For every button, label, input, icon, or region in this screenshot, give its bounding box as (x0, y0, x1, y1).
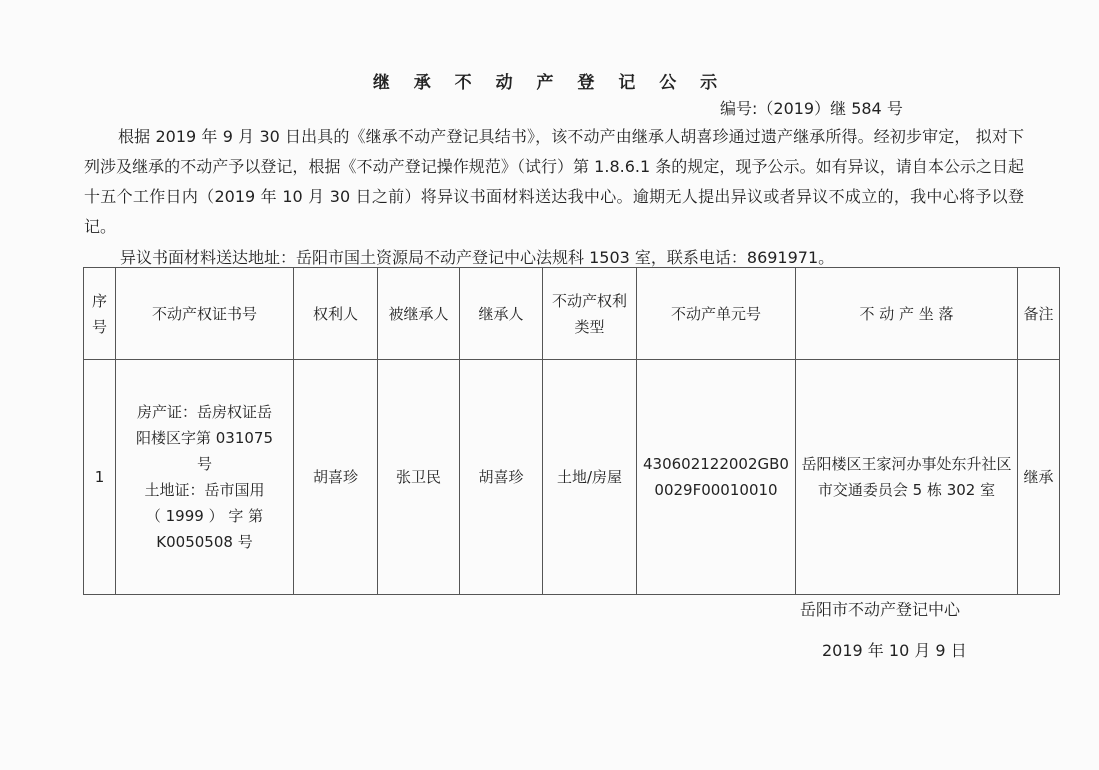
registration-table (83, 267, 1060, 595)
issue-date: 2019 年 10 月 9 日 (822, 641, 967, 660)
cert-line: K0050508 号 (156, 533, 253, 551)
cell-heir: 胡喜珍 (460, 360, 543, 595)
header-unit-no: 不动产单元号 (637, 268, 796, 360)
header-cert: 不动产权证书号 (116, 268, 294, 360)
header-seq: 序号 (84, 268, 116, 360)
cell-unit-no: 430602122002GB00029F00010010 (637, 360, 796, 595)
cell-remark: 继承 (1018, 360, 1060, 595)
cell-cert (116, 360, 294, 595)
header-decedent: 被继承人 (378, 268, 460, 360)
cell-location: 岳阳楼区王家河办事处东升社区市交通委员会 5 栋 302 室 (796, 360, 1018, 595)
table-row (84, 360, 1060, 595)
header-holder: 权利人 (294, 268, 378, 360)
cell-decedent: 张卫民 (378, 360, 460, 595)
notice-body: 根据 2019 年 9 月 30 日出具的《继承不动产登记具结书》，该不动产由继承人胡喜珍通过遗产继承所得。经初步审定， 拟对下列涉及继承的不动产予以登记，根据《不动产登记操作规范》（试行）第 1.8.6.1 条的规定，现予公示。如有异议，请自本公示之日起十五个工作日内（2019 年 10 月 30 日之前）将异议书面材料送达我中心。逾期无人提出异议或者异议不成立的，我中心将予以登记。 (84, 127, 1024, 236)
cell-holder: 胡喜珍 (294, 360, 378, 595)
cert-line: 号 (196, 455, 212, 473)
header-remark: 备注 (1018, 268, 1060, 360)
cell-right-type: 土地/房屋 (543, 360, 637, 595)
cert-line: 土地证：岳市国用 (144, 481, 265, 499)
cert-line: 阳楼区字第 031075 (135, 429, 274, 447)
cell-seq: 1 (84, 360, 116, 595)
cert-line: 房产证：岳房权证岳 (136, 403, 272, 421)
issuer-name: 岳阳市不动产登记中心 (800, 600, 961, 619)
document-number: 编号:（2019）继 584 号 (720, 99, 903, 118)
header-heir: 继承人 (460, 268, 543, 360)
cert-line: （ 1999 ） 字 第 (145, 507, 264, 525)
document-title: 继 承 不 动 产 登 记 公 示 (372, 73, 727, 93)
header-right-type: 不动产权利类型 (543, 268, 637, 360)
header-location: 不 动 产 坐 落 (796, 268, 1018, 360)
objection-address: 异议书面材料送达地址：岳阳市国土资源局不动产登记中心法规科 1503 室，联系电话：8691971。 (120, 248, 835, 267)
table-header-row (84, 268, 1060, 360)
